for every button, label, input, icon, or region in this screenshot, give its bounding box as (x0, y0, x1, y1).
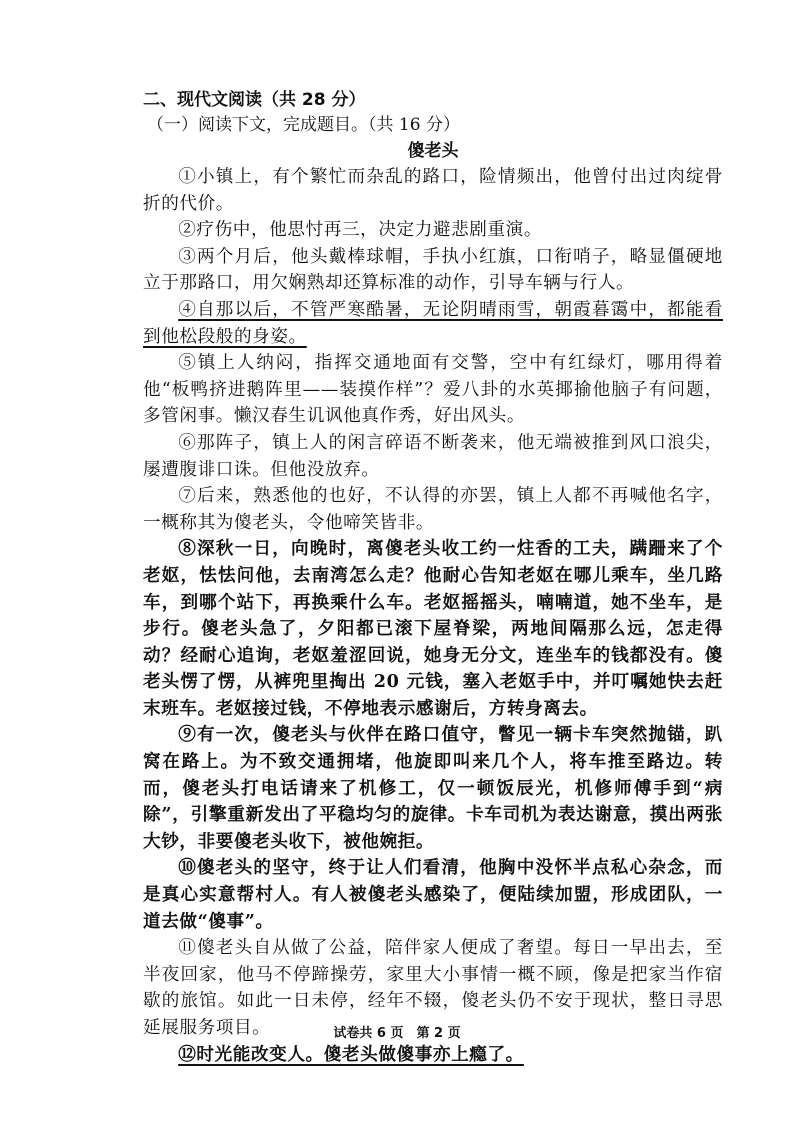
paragraph-3: ③两个月后，他头戴棒球帽，手执小红旗，口衔哨子，略显僵硬地立于那路口，用欠娴熟却还算标准的动作，引导车辆与行人。 (143, 246, 723, 294)
paragraph-1: ①小镇上，有个繁忙而杂乱的路口，险情频出，他曾付出过肉绽骨折的代价。 (143, 167, 723, 214)
paragraph-9: ⑨有一次，傻老头与伙伴在路口值守，瞥见一辆卡车突然抛锚，趴窝在路上。为不致交通拥堵，他旋即叫来几个人，将车推至路边。转而，傻老头打电话请来了机修工，仅一顿饭辰光，机修师傅手到“病除”，引擎重新发出了平稳均匀的旋律。卡车司机为表达谢意，摸出两张大钞，非要傻老头收下，被他婉拒。 (143, 724, 723, 852)
paragraph-11: ⑪傻老头自从做了公益，陪伴家人便成了奢望。每日一早出去，至半夜回家，他马不停蹄操劳，家里大小事情一概不顾，像是把家当作宿歇的旅馆。如此一日未停，经年不辍，傻老头仍不安于现状，整日寻思延展服务项目。 (143, 938, 723, 1038)
paragraph-10: ⑩傻老头的坚守，终于让人们看清，他胸中没怀半点私心杂念，而是真心实意帮村人。有人被傻老头感染了，便陆续加盟，形成团队，一道去做“傻事”。 (143, 857, 723, 932)
article-title: 傻老头 (407, 141, 459, 161)
paragraph-5: ⑤镇上人纳闷，指挥交通地面有交警，空中有红绿灯，哪用得着他“板鸭挤进鹅阵里——装摸作样”？爱八卦的水英揶揄他脑子有问题，多管闲事。懒汉春生讥讽他真作秀，好出风头。 (143, 353, 723, 427)
paragraph-2: ②疗伤中，他思忖再三，决定力避悲剧重演。 (178, 220, 543, 241)
reading-section (143, 88, 723, 1068)
paragraph-8: ⑧深秋一日，向晚时，离傻老头收工约一炷香的工夫，蹒跚来了个老妪，怯怯问他，去南湾怎么走？他耐心告知老妪在哪儿乘车，坐几路车，到哪个站下，再换乘什么车。老妪摇摇头，喃喃道，她不坐车，是步行。傻老头急了，夕阳都已滚下屋脊梁，两地间隔那么远，怎走得动？经耐心追询，老妪羞涩回说，她身无分文，连坐车的钱都没有。傻老头愣了愣，从裤兜里掏出 20 元钱，塞入老妪手中，并叮嘱她快去赶末班车。老妪接过钱，不停地表示感谢后，方转身离去。 (143, 538, 723, 719)
paragraph-6: ⑥那阵子，镇上人的闲言碎语不断袭来，他无端被推到风口浪尖，屡遭腹诽口诛。但他没放弃。 (143, 432, 723, 480)
section-heading: 二、现代文阅读（共 28 分） (143, 90, 366, 110)
page-footer: 试卷共 6 页 第 2 页 (333, 1026, 461, 1041)
paragraph-7: ⑦后来，熟悉他的也好，不认得的亦罢，镇上人都不再喊他名字，一概称其为傻老头，令他啼笑皆非。 (143, 486, 723, 533)
subsection-heading: （一）阅读下文，完成题目。（共 16 分） (147, 115, 460, 135)
paragraph-4-underlined: ④自那以后，不管严寒酷暑，无论阴晴雨雪，朝霞暮霭中，都能看到他松段般的身姿。 (143, 299, 723, 347)
paragraph-12-underlined: ⑫时光能改变人。傻老头做傻事亦上瘾了。 (178, 1043, 524, 1065)
